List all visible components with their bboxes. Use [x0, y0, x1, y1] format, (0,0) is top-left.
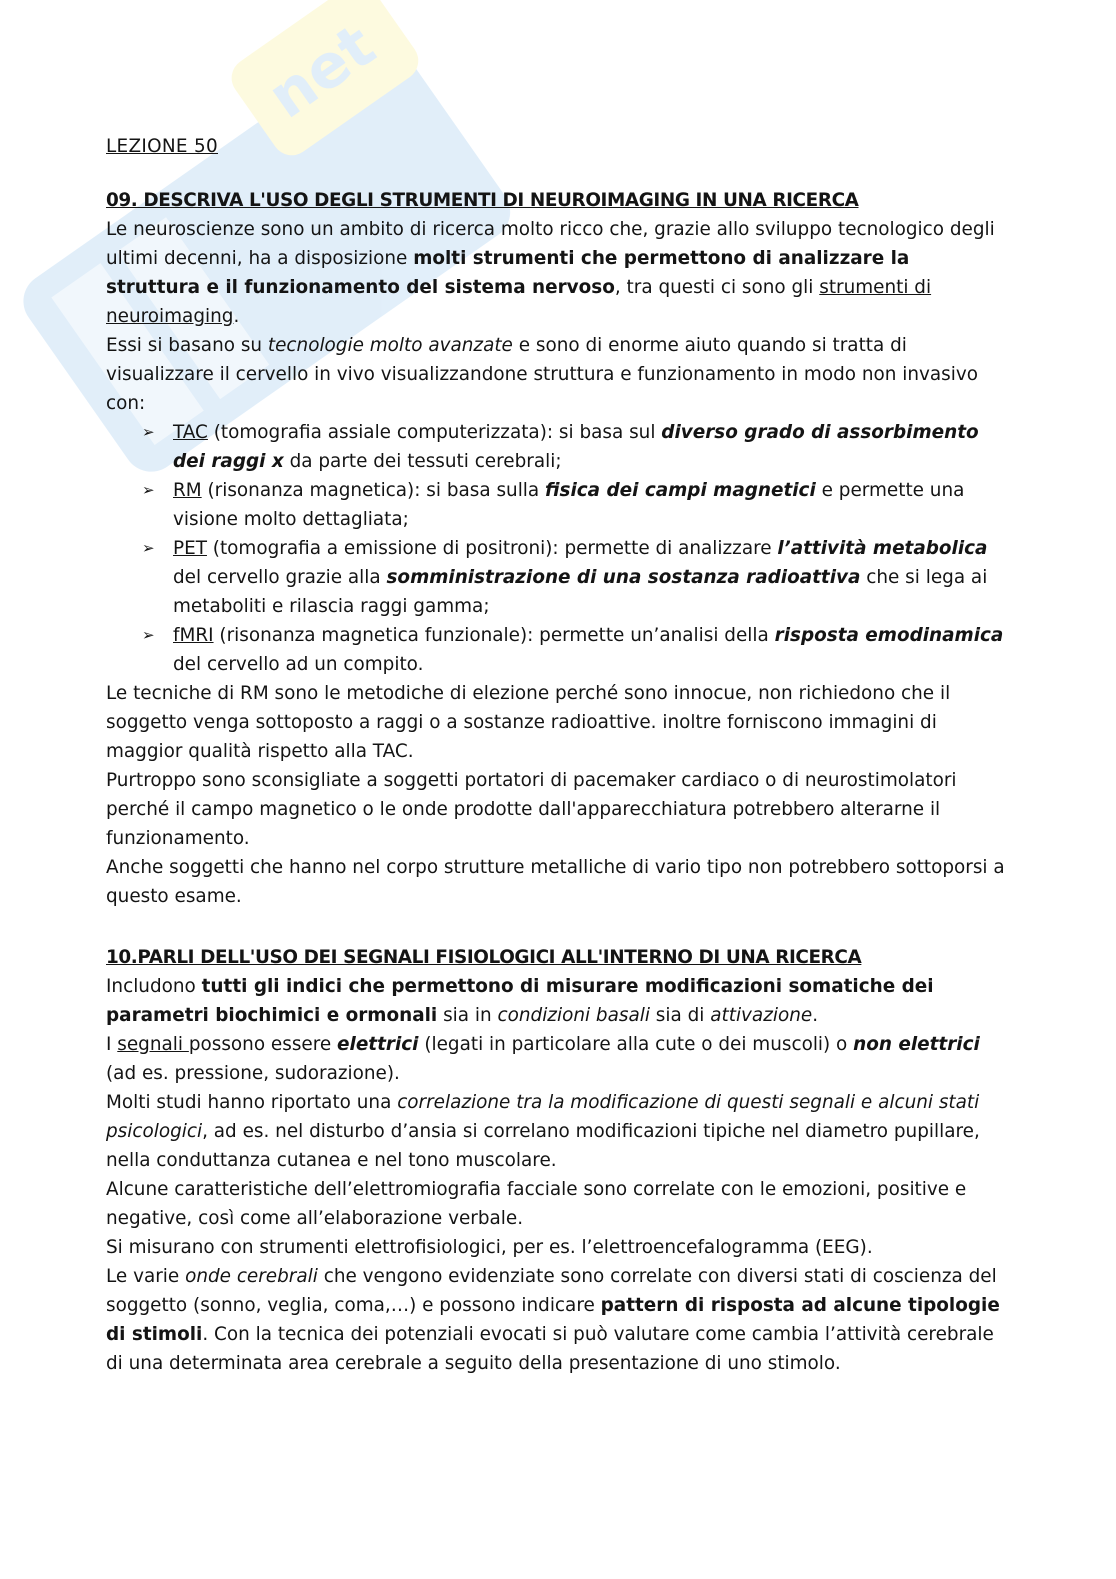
- text-run: e permette una visione molto dettagliata;: [173, 480, 965, 530]
- italic-text: onde cerebrali: [185, 1266, 318, 1287]
- watermark-text: net: [255, 10, 388, 133]
- bold-italic-text: non elettrici: [853, 1034, 980, 1055]
- arrow-bullet-icon: ➢: [142, 539, 155, 557]
- bold-italic-text: somministrazione di una sostanza radioattiva: [386, 567, 861, 588]
- text-run: Molti studi hanno riportato una: [106, 1092, 398, 1113]
- text-run: sia in: [437, 1005, 498, 1026]
- arrow-bullet-icon: ➢: [142, 423, 155, 441]
- list-item: [142, 476, 1006, 534]
- section-heading: 10.PARLI DELL'USO DEI SEGNALI FISIOLOGICI ALL'INTERNO DI UNA RICERCA: [106, 947, 862, 968]
- bold-italic-text: diverso grado di assorbimento dei raggi x: [173, 422, 979, 472]
- lesson-title: LEZIONE 50: [106, 136, 218, 157]
- text-run: (tomografia assiale computerizzata): si basa sul: [207, 422, 662, 443]
- text-run: possono essere: [188, 1034, 338, 1055]
- list-item: [142, 534, 1006, 621]
- term: PET: [173, 538, 207, 559]
- text-run: da parte dei tessuti cerebrali;: [283, 451, 562, 472]
- document-page: [106, 132, 1006, 1378]
- bold-text: molti strumenti che permettono di analizzare la struttura e il funzionamento del sistema nervoso: [106, 248, 910, 298]
- paragraph: [106, 1262, 1006, 1378]
- paragraph: [106, 1088, 1006, 1175]
- section-heading: 09. DESCRIVA L'USO DEGLI STRUMENTI DI NEUROIMAGING IN UNA RICERCA: [106, 190, 859, 211]
- paragraph: [106, 215, 1006, 331]
- text-run: che vengono evidenziate sono correlate con diversi stati di coscienza del soggetto (sonno, veglia, coma,…) e possono indicare: [106, 1266, 997, 1316]
- italic-text: attivazione: [710, 1005, 813, 1026]
- paragraph: Alcune caratteristiche dell’elettromiografia facciale sono correlate con le emozioni, positive e negative, così come all’elaborazione verbale.: [106, 1179, 967, 1229]
- bullet-list: [106, 418, 1006, 679]
- arrow-bullet-icon: ➢: [142, 626, 155, 644]
- section-neuroimaging: [106, 186, 1006, 911]
- text-run: sia di: [649, 1005, 711, 1026]
- paragraph: Le tecniche di RM sono le metodiche di elezione perché sono innocue, non richiedono che il soggetto venga sottoposto a raggi o a sostanze radioattive. inoltre forniscono immagini di maggior qualità rispetto alla TAC.: [106, 683, 951, 762]
- text-run: , tra questi ci sono gli: [614, 277, 820, 298]
- bold-italic-text: l’attività metabolica: [777, 538, 988, 559]
- paragraph: [106, 972, 1006, 1030]
- bold-italic-text: elettrici: [337, 1034, 419, 1055]
- bold-text: tutti gli indici che permettono di misurare modificazioni somatiche dei parametri biochimici e ormonali: [106, 976, 934, 1026]
- underlined-text: segnali: [117, 1034, 189, 1055]
- section-physiological-signals: [106, 943, 1006, 1378]
- text-run: Includono: [106, 976, 202, 997]
- text-run: (legati in particolare alla cute o dei muscoli) o: [418, 1034, 854, 1055]
- paragraph: Anche soggetti che hanno nel corpo strutture metalliche di vario tipo non potrebbero sottoporsi a questo esame.: [106, 857, 1005, 907]
- italic-text: condizioni basali: [497, 1005, 650, 1026]
- text-run: del cervello ad un compito.: [173, 654, 424, 675]
- italic-text: correlazione tra la modificazione di questi segnali e alcuni stati psicologici: [106, 1092, 980, 1142]
- italic-text: tecnologie molto avanzate: [267, 335, 513, 356]
- list-item: [142, 418, 1006, 476]
- list-item: [142, 621, 1006, 679]
- bold-italic-text: risposta emodinamica: [774, 625, 1004, 646]
- term: RM: [173, 480, 202, 501]
- underlined-text: strumenti di neuroimaging: [106, 277, 932, 327]
- text-run: (ad es. pressione, sudorazione).: [106, 1063, 400, 1084]
- text-run: .: [233, 306, 240, 327]
- bold-italic-text: fisica dei campi magnetici: [545, 480, 816, 501]
- paragraph: Purtroppo sono sconsigliate a soggetti portatori di pacemaker cardiaco o di neurostimolatori perché il campo magnetico o le onde prodotte dall'apparecchiatura potrebbero alterarne il funzionamento.: [106, 770, 957, 849]
- text-run: (risonanza magnetica): si basa sulla: [201, 480, 546, 501]
- text-run: e sono di enorme aiuto quando si tratta di visualizzare il cervello in vivo visualizzandone struttura e funzionamento in modo non invasivo con:: [106, 335, 979, 414]
- bold-text: pattern di risposta ad alcune tipologie di stimoli: [106, 1295, 1000, 1345]
- text-run: (risonanza magnetica funzionale): permette un’analisi della: [213, 625, 775, 646]
- term: fMRI: [173, 625, 214, 646]
- paragraph: Si misurano con strumenti elettrofisiologici, per es. l’elettroencefalogramma (EEG).: [106, 1237, 873, 1258]
- text-run: (tomografia a emissione di positroni): permette di analizzare: [206, 538, 778, 559]
- paragraph: [106, 331, 1006, 418]
- text-run: che si lega ai metaboliti e rilascia raggi gamma;: [173, 567, 988, 617]
- paragraph: [106, 1030, 1006, 1088]
- text-run: , ad es. nel disturbo d’ansia si correlano modificazioni tipiche nel diametro pupillare, nella conduttanza cutanea e nel tono muscolare.: [106, 1121, 980, 1171]
- text-run: del cervello grazie alla: [173, 567, 387, 588]
- text-run: Essi si basano su: [106, 335, 268, 356]
- text-run: . Con la tecnica dei potenziali evocati si può valutare come cambia l’attività cerebrale di una determinata area cerebrale a seguito della presentazione di uno stimolo.: [106, 1324, 994, 1374]
- arrow-bullet-icon: ➢: [142, 481, 155, 499]
- text-run: I: [106, 1034, 118, 1055]
- text-run: Le neuroscienze sono un ambito di ricerca molto ricco che, grazie allo sviluppo tecnologico degli ultimi decenni, ha a disposizione: [106, 219, 995, 269]
- text-run: Le varie: [106, 1266, 186, 1287]
- text-run: .: [812, 1005, 819, 1026]
- term: TAC: [173, 422, 208, 443]
